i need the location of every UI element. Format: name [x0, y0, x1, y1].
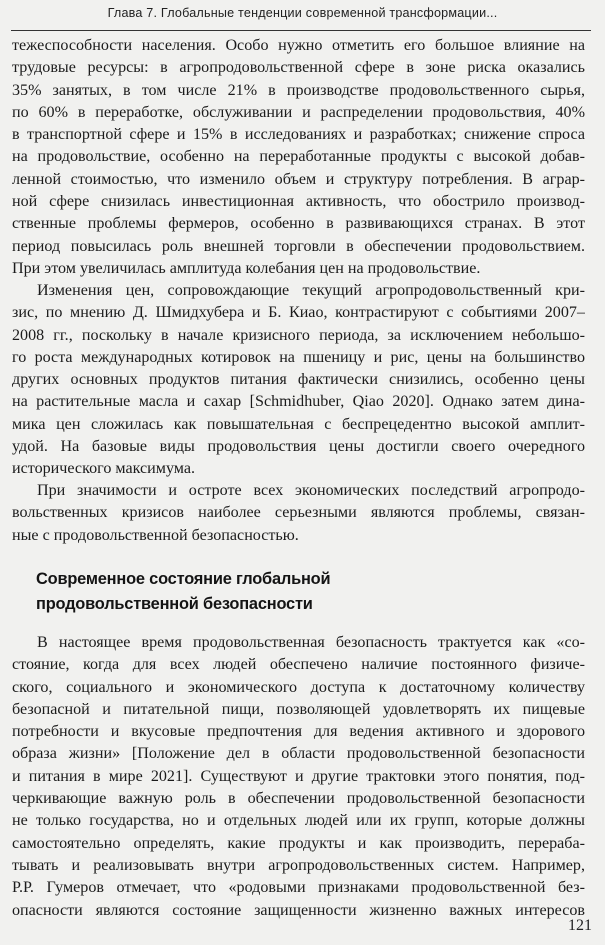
text-line: опасности являются состояние защищенности жизненно важных интересов [12, 901, 585, 919]
text-line: тывать и реализовывать внутри агропродовольственных систем. Например, [12, 856, 585, 874]
text-line: период повысилась роль внешней торговли в обеспечении продовольствием. [12, 237, 585, 255]
text-line: черкивающие важную роль в обеспечении продовольственной безопасности [12, 790, 585, 808]
header-rule [11, 30, 591, 31]
text-line: ского, социального и экономического доступа к достаточному количеству [12, 678, 585, 696]
paragraph-4 [12, 632, 585, 922]
text-line: мика цен сложилась как повышательная с беспрецедентно высокой амплит- [12, 415, 585, 433]
text-line: ленной стоимостью, что изменило объем и структуру потребления. В аграр- [12, 170, 585, 188]
text-line: 2008 гг., поскольку в начале кризисного периода, за исключением небольшо- [12, 326, 585, 344]
text-line: стояние, когда для всех людей обеспечено наличие постоянного физиче- [12, 656, 585, 674]
text-line: не только государства, но и отдельных людей или их групп, которые должны [12, 812, 585, 830]
text-line: в транспортной сфере и 15% в исследованиях и разработках; снижение спроса [12, 126, 585, 144]
text-line: В настоящее время продовольственная безопасность трактуется как «со- [37, 634, 585, 651]
paragraph-3 [12, 480, 585, 547]
text-line: ной сфере снизилась инвестиционная активность, что обострило производ- [12, 193, 585, 211]
paragraph-1 [12, 35, 585, 280]
text-line: по 60% в переработке, обслуживании и распределении продовольствия, 40% [12, 103, 585, 121]
text-line: тежеспособности населения. Особо нужно отметить его большое влияние на [12, 37, 585, 54]
text-line: самостоятельно определять, какие продукты и как производить, перераба- [12, 834, 585, 852]
page-number: 121 [568, 917, 592, 934]
text-line: других основных продуктов питания фактически снизились, особенно цены [12, 371, 585, 389]
text-line: и питания в мире 2021]. Существуют и другие трактовки этого понятия, под- [12, 767, 585, 785]
text-line: го роста международных котировок на пшеницу и рис, цены на большинство [12, 348, 585, 366]
text-line: на растительные масла и сахар [Schmidhuber, Qiao 2020]. Однако затем дина- [12, 393, 585, 411]
text-line: исторического максимума. [12, 460, 196, 478]
text-line: вольственных кризисов наиболее серьезными являются проблемы, связан- [12, 504, 585, 522]
text-line: образа жизни» [Положение дел в области продовольственной безопасности [12, 745, 585, 763]
text-line: ственные проблемы фермеров, особенно в развивающихся странах. В этот [12, 215, 585, 233]
text-line: трудовые ресурсы: в агропродовольственной сфере в зоне риска оказались [12, 59, 585, 77]
text-line: При значимости и остроте всех экономических последствий агропродо- [37, 482, 585, 499]
text-line: При этом увеличилась амплитуда колебания цен на продовольствие. [12, 259, 481, 277]
section-heading [36, 567, 556, 617]
text-line: безопасной и питательной пищи, позволяющей удовлетворять их пищевые [12, 700, 585, 718]
section-heading-line: Современное состояние глобальной [36, 570, 331, 588]
text-line: потребности и вкусовые предпочтения для ведения активного и здорового [12, 723, 585, 741]
text-line: на продовольствие, особенно на переработанные продукты с высокой добав- [12, 148, 585, 166]
section-heading-line: продовольственной безопасности [36, 595, 313, 613]
text-line: 35% занятых, в том числе 21% в производстве продовольственного сырья, [12, 81, 585, 99]
paragraph-2 [12, 280, 585, 481]
text-line: Р.Р. Гумеров отмечает, что «родовыми признаками продовольственной без- [12, 879, 585, 897]
text-line: удой. На базовые виды продовольствия цены достигли своего очередного [12, 438, 585, 456]
text-line: зис, по мнению Д. Шмидхубера и Б. Киао, контрастируют с событиями 2007– [12, 304, 585, 322]
text-line: ные с продовольственной безопасностью. [12, 526, 299, 544]
text-line: Изменения цен, сопровождающие текущий агропродовольственный кри- [37, 282, 585, 299]
running-header: Глава 7. Глобальные тенденции современной трансформации... [107, 6, 498, 20]
